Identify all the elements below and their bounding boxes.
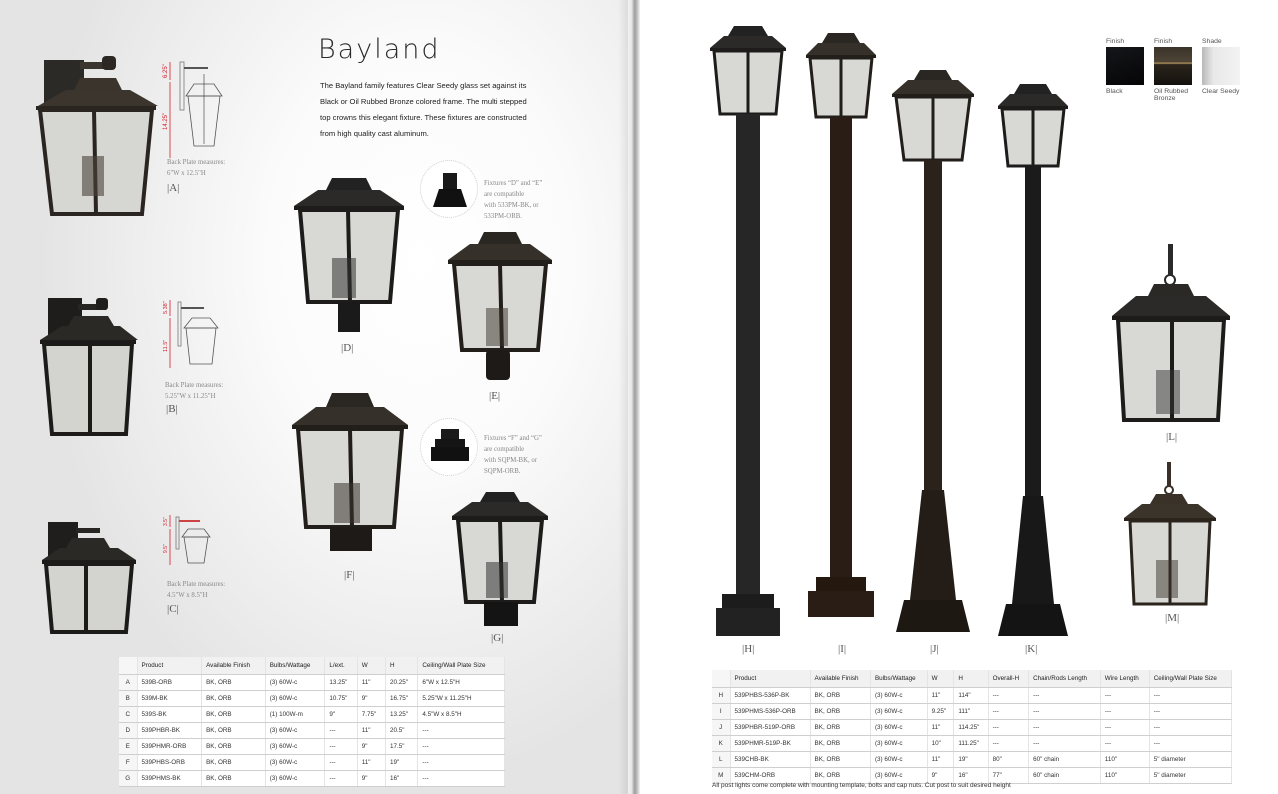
cell: 110"	[1100, 767, 1149, 783]
cell: BK, ORB	[810, 703, 870, 719]
cell: 20.5"	[385, 722, 417, 738]
cell: 20.25"	[385, 674, 417, 690]
back-plate-size: 4.5"W x 8.5"H	[167, 592, 208, 599]
table-row	[119, 706, 505, 722]
post-light-i-image	[806, 33, 876, 619]
cell: 11"	[927, 751, 954, 767]
cell: 539CHB-BK	[730, 751, 810, 767]
fixture-label-e: |E|	[489, 390, 501, 402]
col-header-key	[712, 670, 730, 687]
cell: 11"	[927, 719, 954, 735]
col-header-finish: Available Finish	[202, 657, 266, 674]
back-plate-size: 5.25"W x 11.25"H	[165, 393, 216, 400]
cell: K	[712, 735, 730, 751]
cell: 9"	[357, 770, 385, 786]
fixture-label-l: |L|	[1166, 431, 1178, 443]
cell: (1) 100W-m	[265, 706, 325, 722]
cell: L	[712, 751, 730, 767]
table-row	[712, 735, 1232, 751]
cell: BK, ORB	[202, 706, 266, 722]
back-plate-title: Back Plate measures:	[167, 581, 226, 588]
back-plate-note-c	[167, 579, 225, 601]
col-header-h: H	[385, 657, 417, 674]
cell: 5" diameter	[1149, 767, 1231, 783]
svg-text:3.5": 3.5"	[163, 517, 169, 526]
cell: C	[119, 706, 137, 722]
cell: 539PHMS-BK	[137, 770, 202, 786]
cell: I	[712, 703, 730, 719]
svg-text:14.25": 14.25"	[163, 112, 169, 130]
wall-lantern-c-image	[42, 520, 136, 634]
cell: 77"	[988, 767, 1029, 783]
cell: (3) 60W-c	[870, 719, 927, 735]
cell: 11"	[357, 722, 385, 738]
table-row	[712, 751, 1232, 767]
cell: (3) 60W-c	[265, 738, 325, 754]
cell: 539PHBS-536P-BK	[730, 687, 810, 703]
cell: ---	[988, 687, 1029, 703]
cell: 80"	[988, 751, 1029, 767]
cell: E	[119, 738, 137, 754]
wall-lantern-b-image	[38, 296, 138, 436]
square-pier-mount-icon	[421, 419, 479, 477]
cell: (3) 60W-c	[265, 754, 325, 770]
col-header-lext: L/ext.	[325, 657, 357, 674]
cell: J	[712, 719, 730, 735]
cell: BK, ORB	[202, 722, 266, 738]
table-row	[119, 690, 505, 706]
cell: 539PHBR-519P-ORB	[730, 719, 810, 735]
fixture-label-i: |I|	[838, 643, 847, 655]
cell: 11"	[357, 674, 385, 690]
back-plate-title: Back Plate measures:	[167, 159, 226, 166]
cell: 110"	[1100, 751, 1149, 767]
cell: ---	[988, 703, 1029, 719]
mount-note-line: SQPM-ORB.	[484, 468, 521, 475]
cell: ---	[1100, 735, 1149, 751]
cell: 539PHMR-ORB	[137, 738, 202, 754]
cell: ---	[1149, 719, 1231, 735]
cell: ---	[1029, 687, 1101, 703]
col-header-plate: Ceiling/Wall Plate Size	[1149, 670, 1231, 687]
col-header-overall-h: Overall-H	[988, 670, 1029, 687]
mount-note-line: are compatible	[484, 446, 525, 453]
cell: ---	[1029, 735, 1101, 751]
col-header-w: W	[927, 670, 954, 687]
cell: ---	[1029, 719, 1101, 735]
cell: A	[119, 674, 137, 690]
cell: 114"	[954, 687, 988, 703]
cell: 539S-BK	[137, 706, 202, 722]
post-light-j-image	[892, 70, 974, 636]
cell: 10.75"	[325, 690, 357, 706]
col-header-bulbs: Bulbs/Wattage	[265, 657, 325, 674]
svg-text:6.25": 6.25"	[163, 64, 169, 78]
round-pier-mount-icon	[421, 161, 479, 219]
cell: 16"	[954, 767, 988, 783]
cell: 539PHBR-BK	[137, 722, 202, 738]
swatch-type: Shade	[1202, 38, 1222, 45]
cell: 539B-ORB	[137, 674, 202, 690]
cell: ---	[418, 770, 505, 786]
post-lantern-f-image	[290, 393, 410, 553]
mount-note-line: are compatible	[484, 191, 525, 198]
cell: 11"	[357, 754, 385, 770]
mount-note-line: with 533PM-BK, or	[484, 202, 539, 209]
mount-note-line: 533PM-ORB.	[484, 213, 522, 220]
cell: 60" chain	[1029, 751, 1101, 767]
cell: 7.75"	[357, 706, 385, 722]
black-finish-swatch	[1106, 47, 1144, 85]
fixture-label-c: |C|	[167, 603, 179, 615]
mount-note-line: Fixtures “D” and “E”	[484, 180, 543, 187]
fixture-label-a: |A|	[167, 182, 180, 194]
cell: ---	[418, 754, 505, 770]
cell: 5.25"W x 11.25"H	[418, 690, 505, 706]
cell: ---	[1149, 703, 1231, 719]
wall-lantern-a-image	[30, 56, 160, 216]
mount-note-line: Fixtures “F” and “G”	[484, 435, 542, 442]
cell: 16"	[385, 770, 417, 786]
cell: 11"	[927, 687, 954, 703]
cell: D	[119, 722, 137, 738]
cell: H	[712, 687, 730, 703]
dimension-diagram-c	[162, 513, 218, 569]
cell: 17.5"	[385, 738, 417, 754]
left-spec-table	[119, 657, 505, 787]
square-post-mount-image	[420, 418, 478, 476]
cell: ---	[1100, 719, 1149, 735]
cell: BK, ORB	[202, 690, 266, 706]
cell: 9"	[357, 738, 385, 754]
col-header-bulbs: Bulbs/Wattage	[870, 670, 927, 687]
cell: 114.25"	[954, 719, 988, 735]
cell: 6"W x 12.5"H	[418, 674, 505, 690]
right-page	[640, 0, 1278, 794]
table-row	[119, 738, 505, 754]
swatch-name: Oil Rubbed Bronze	[1154, 88, 1189, 102]
cell: 111.25"	[954, 735, 988, 751]
cell: (3) 60W-c	[870, 703, 927, 719]
left-page	[0, 0, 628, 794]
col-header-plate: Ceiling/Wall Plate Size	[418, 657, 505, 674]
cell: BK, ORB	[202, 770, 266, 786]
cell: 111"	[954, 703, 988, 719]
col-header-wire: Wire Length	[1100, 670, 1149, 687]
cell: BK, ORB	[810, 719, 870, 735]
back-plate-size: 6"W x 12.5"H	[167, 170, 206, 177]
fixture-label-f: |F|	[344, 569, 355, 581]
intro-paragraph: The Bayland family features Clear Seedy glass set against its Black or Oil Rubbed Bronze colored frame. The multi stepped top crowns this elegant fixture. These fixtures are constructed from high quality cast aluminum.	[320, 81, 527, 138]
round-post-mount-image	[420, 160, 478, 218]
back-plate-note-b	[165, 380, 223, 402]
post-lantern-e-image	[446, 232, 554, 382]
post-light-h-image	[710, 26, 786, 638]
cell: BK, ORB	[202, 674, 266, 690]
table-row	[119, 722, 505, 738]
post-light-footnote: All post lights come complete with mounting template, bolts and cap nuts. Cut post to suit desired height	[712, 782, 1011, 789]
mount-note-line: with SQPM-BK, or	[484, 457, 538, 464]
right-spec-table	[712, 670, 1232, 784]
col-header-finish: Available Finish	[810, 670, 870, 687]
cell: ---	[1149, 735, 1231, 751]
cell: BK, ORB	[202, 754, 266, 770]
swatch-oil-rubbed-bronze	[1154, 38, 1194, 102]
mount-note-fg	[484, 433, 554, 477]
cell: 9"	[325, 706, 357, 722]
cell: (3) 60W-c	[265, 770, 325, 786]
swatch-clear-seedy	[1202, 38, 1242, 95]
table-header-row	[119, 657, 505, 674]
cell: 10"	[927, 735, 954, 751]
cell: (3) 60W-c	[265, 722, 325, 738]
cell: 13.25"	[385, 706, 417, 722]
cell: (3) 60W-c	[870, 751, 927, 767]
cell: 539PHMS-536P-ORB	[730, 703, 810, 719]
cell: 539PHBS-ORB	[137, 754, 202, 770]
cell: (3) 60W-c	[870, 687, 927, 703]
fixture-label-j: |J|	[930, 643, 939, 655]
table-row	[119, 770, 505, 786]
cell: ---	[1029, 703, 1101, 719]
col-header-chain: Chain/Rods Length	[1029, 670, 1101, 687]
table-row	[712, 719, 1232, 735]
col-header-product: Product	[730, 670, 810, 687]
oil-rubbed-bronze-swatch	[1154, 47, 1192, 85]
cell: ---	[1100, 687, 1149, 703]
cell: 60" chain	[1029, 767, 1101, 783]
swatch-type: Finish	[1154, 38, 1173, 45]
fixture-label-d: |D|	[341, 342, 354, 354]
fixture-label-g: |G|	[491, 632, 504, 644]
table-row	[119, 754, 505, 770]
cell: ---	[988, 719, 1029, 735]
cell: ---	[325, 738, 357, 754]
cell: BK, ORB	[810, 767, 870, 783]
table-row	[712, 767, 1232, 783]
page-gutter	[628, 0, 640, 794]
dimension-diagram-b	[162, 298, 224, 370]
table-row	[712, 687, 1232, 703]
col-header-product: Product	[137, 657, 202, 674]
back-plate-title: Back Plate measures:	[165, 382, 224, 389]
cell: 539PHMR-519P-BK	[730, 735, 810, 751]
cell: (3) 60W-c	[870, 767, 927, 783]
cell: ---	[1100, 703, 1149, 719]
fixture-label-b: |B|	[166, 403, 178, 415]
fixture-label-k: |K|	[1025, 643, 1038, 655]
page-title: Bayland	[318, 34, 441, 65]
post-lantern-g-image	[450, 492, 550, 628]
cell: BK, ORB	[810, 751, 870, 767]
cell: 13.25"	[325, 674, 357, 690]
table-row	[119, 674, 505, 690]
cell: BK, ORB	[810, 687, 870, 703]
cell: (3) 60W-c	[265, 690, 325, 706]
swatch-type: Finish	[1106, 38, 1125, 45]
cell: BK, ORB	[810, 735, 870, 751]
cell: M	[712, 767, 730, 783]
cell: (3) 60W-c	[870, 735, 927, 751]
cell: B	[119, 690, 137, 706]
swatch-black	[1106, 38, 1146, 95]
mount-note-de	[484, 178, 554, 222]
cell: ---	[325, 722, 357, 738]
cell: F	[119, 754, 137, 770]
cell: 16.75"	[385, 690, 417, 706]
cell: ---	[325, 754, 357, 770]
post-lantern-d-image	[292, 178, 406, 334]
col-header-h: H	[954, 670, 988, 687]
back-plate-note-a	[167, 157, 225, 179]
table-header-row	[712, 670, 1232, 687]
cell: ---	[325, 770, 357, 786]
cell: ---	[988, 735, 1029, 751]
pendant-l-image	[1110, 244, 1232, 422]
col-header-w: W	[357, 657, 385, 674]
clear-seedy-swatch	[1202, 47, 1240, 85]
cell: 5" diameter	[1149, 751, 1231, 767]
fixture-label-m: |M|	[1165, 612, 1180, 624]
cell: G	[119, 770, 137, 786]
cell: ---	[1149, 687, 1231, 703]
svg-text:9.5": 9.5"	[163, 544, 169, 553]
swatch-name: Clear Seedy	[1202, 88, 1240, 95]
table-row	[712, 703, 1232, 719]
dimension-diagram-a	[160, 60, 226, 160]
cell: 19"	[954, 751, 988, 767]
cell: ---	[418, 738, 505, 754]
cell: 9"	[927, 767, 954, 783]
cell: (3) 60W-c	[265, 674, 325, 690]
cell: BK, ORB	[202, 738, 266, 754]
cell: 539M-BK	[137, 690, 202, 706]
cell: 9.25"	[927, 703, 954, 719]
cell: 4.5"W x 8.5"H	[418, 706, 505, 722]
cell: 19"	[385, 754, 417, 770]
svg-text:5.38": 5.38"	[163, 301, 169, 314]
post-light-k-image	[998, 84, 1068, 638]
cell: 539CHM-ORB	[730, 767, 810, 783]
swatch-name: Black	[1106, 88, 1123, 95]
col-header-key	[119, 657, 137, 674]
cell: 9"	[357, 690, 385, 706]
fixture-label-h: |H|	[742, 643, 755, 655]
svg-text:11.5": 11.5"	[163, 339, 169, 352]
pendant-m-image	[1122, 462, 1218, 606]
cell: ---	[418, 722, 505, 738]
